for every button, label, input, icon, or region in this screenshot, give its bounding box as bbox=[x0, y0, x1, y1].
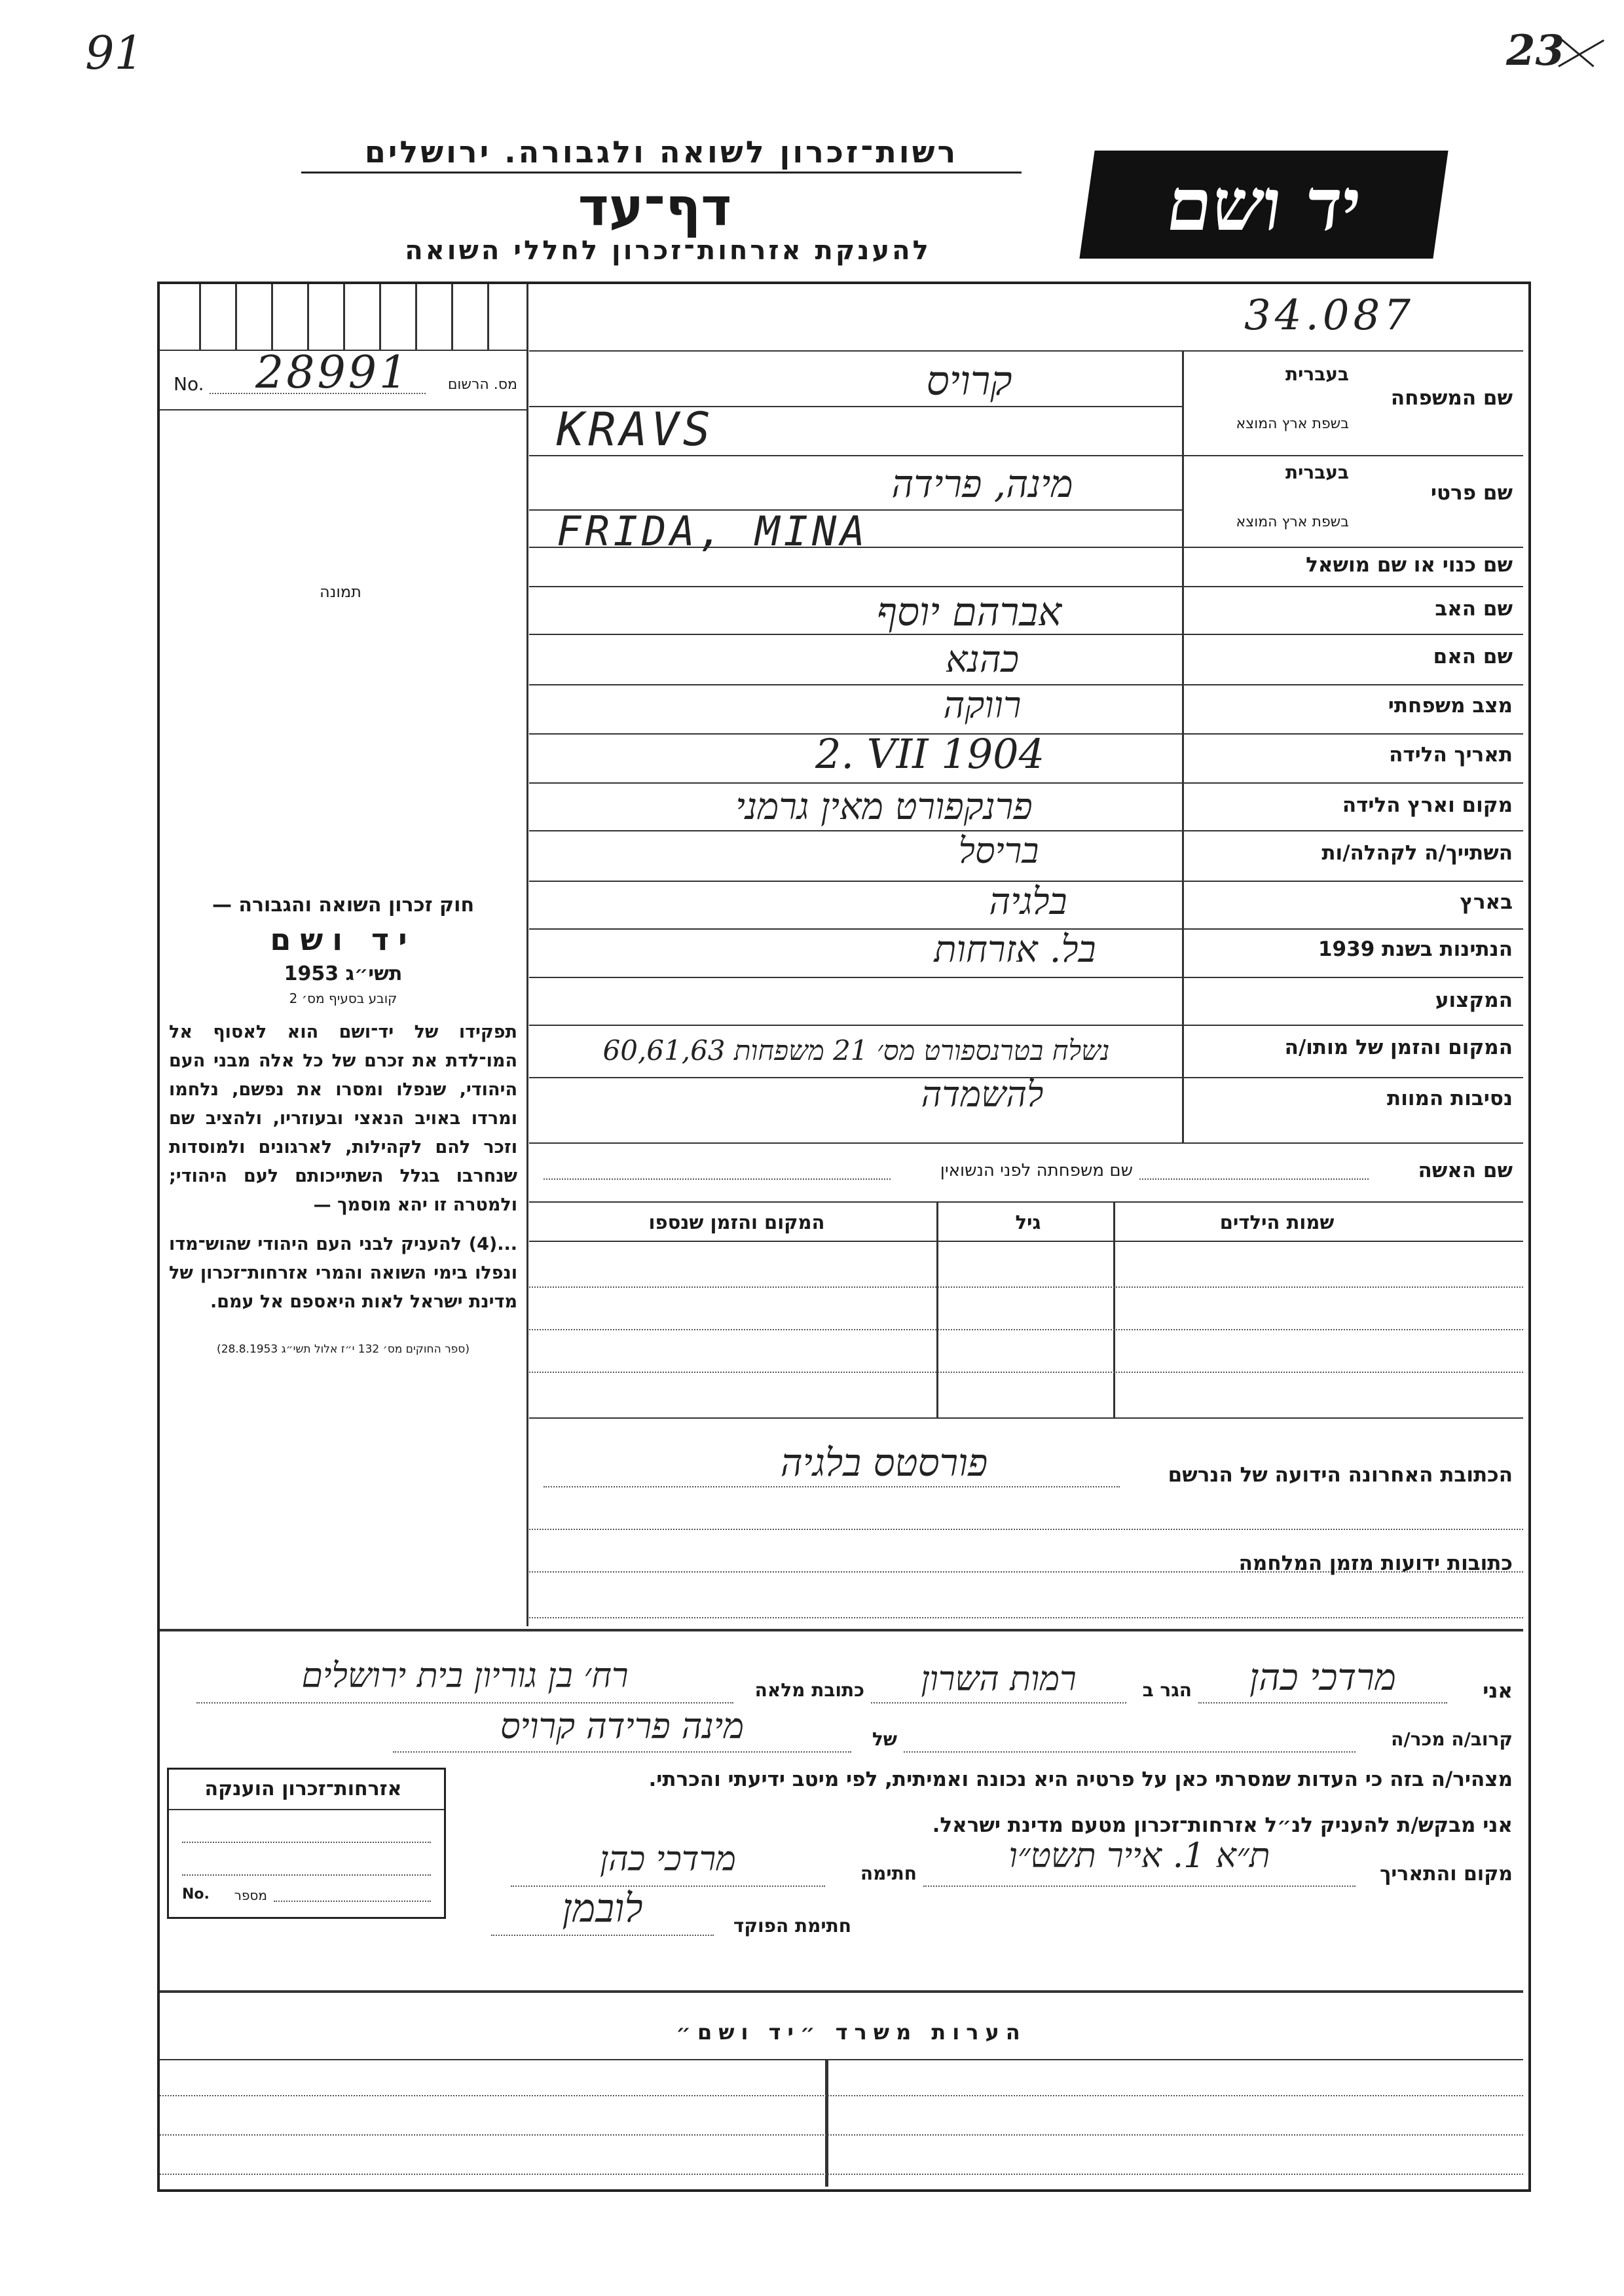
birth-place-value: פרנקפורט מאין גרמני bbox=[735, 786, 1033, 828]
yad-vashem-logo bbox=[1079, 151, 1448, 259]
photo-label: תמונה bbox=[320, 583, 361, 601]
officer-label: חתימת הפוקד bbox=[733, 1915, 851, 1937]
in-origin-label-1: בשפת ארץ המוצא bbox=[1236, 416, 1349, 432]
registration-label: מס. הרשום bbox=[447, 376, 517, 393]
place-date-value: ת״א 1. אייר תשט״ו bbox=[1008, 1836, 1270, 1876]
last-address-label: הכתובת האחרונה הידועה של הנרשם bbox=[1168, 1463, 1513, 1487]
marital-value: רווקה bbox=[943, 684, 1022, 727]
declarant-name: מרדכי כהן bbox=[1249, 1656, 1396, 1699]
declarant-address: רח׳ בן גוריון בית ירושלים bbox=[301, 1656, 629, 1696]
place-date-label: מקום והתאריך bbox=[1380, 1863, 1513, 1886]
law-name: יד ושם bbox=[270, 922, 416, 957]
death-place-label: המקום והזמן של מותו/ה bbox=[1284, 1036, 1513, 1059]
profession-label: המקצוע bbox=[1435, 989, 1513, 1012]
law-title: חוק זכרון השואה והגבורה — bbox=[212, 894, 475, 917]
declarant-i-label: אני bbox=[1483, 1679, 1513, 1703]
in-hebrew-label-2: בעברית bbox=[1285, 462, 1349, 483]
nationality-label: הנתינות בשנת 1939 bbox=[1318, 938, 1513, 961]
death-place-value: נשלח בטרנספורט מס׳ 21 משפחות 60,61,63 bbox=[602, 1034, 1110, 1066]
file-number: 34.087 bbox=[1244, 291, 1414, 340]
column-divider bbox=[526, 284, 528, 1626]
notes-divider bbox=[825, 2059, 828, 2187]
label-column-divider bbox=[1182, 350, 1184, 1142]
children-names-label: שמות הילדים bbox=[1219, 1211, 1335, 1233]
address-label: כתובת מלאה bbox=[754, 1679, 864, 1701]
registration-number: 28991 bbox=[255, 347, 411, 399]
community-label: השתייך/ה לקהלה/ות bbox=[1321, 841, 1513, 865]
nickname-label: שם כנוי או שם מושאל bbox=[1306, 553, 1513, 577]
law-source: (ספר החוקים מס׳ 132 י״ז אלול תשי״ג 28.8.1953) bbox=[217, 1343, 470, 1356]
children-col-2 bbox=[1113, 1201, 1115, 1417]
community-value: בריסל bbox=[958, 830, 1039, 871]
officer-signature: לובמן bbox=[562, 1886, 643, 1931]
certificate-no-label: No. bbox=[182, 1886, 210, 1903]
wartime-address-label: כתובות ידועות מזמן המלחמה bbox=[1238, 1552, 1513, 1575]
in-hebrew-label-1: בעברית bbox=[1285, 363, 1349, 385]
declaration-text: מצהיר/ה בזה כי העדות שמסרתי כאן על פרטיה היא נכונה ואמיתית, לפי מיטב ידיעתי והכרתי. bbox=[648, 1768, 1513, 1791]
father-label: שם האב bbox=[1435, 597, 1513, 621]
country-label: בארץ bbox=[1460, 890, 1513, 914]
maiden-name-label: שם משפחתה לפני הנשואין bbox=[940, 1161, 1133, 1180]
law-text: תפקידו של יד־ושם הוא לאסוף אל המו־לדת את זכרם של כל אלה מבני העם היהודי, שנפלו ומסרו את נפשם, נלחמו ומרדו באויב הנאצי ובעוזריו, ולהציב שם וזכר להם לקהילות, לארגונים ולמוסדות שנחרבו בגלל השתייכותם לעם היהודי; ולמטרה זו יהא מוסמך — bbox=[169, 1022, 517, 1215]
law-year: תשי״ג 1953 bbox=[284, 962, 403, 985]
mother-label: שם האם bbox=[1433, 645, 1513, 668]
signature-label: חתימה bbox=[860, 1863, 917, 1884]
relation-label: קרוב/ה מכר/ה bbox=[1391, 1728, 1513, 1750]
declarant-city: רמות השרון bbox=[921, 1660, 1077, 1699]
wife-label: שם האשה bbox=[1418, 1159, 1513, 1182]
margin-note-left: 91 bbox=[85, 26, 144, 80]
margin-note-right: 23 bbox=[1506, 26, 1565, 75]
office-notes-title: הערות משרד ״יד ושם״ bbox=[676, 2020, 1027, 2045]
relation-value: מינה פרידה קרויס bbox=[500, 1705, 745, 1747]
birth-date-value: 2. VII 1904 bbox=[815, 730, 1045, 778]
country-value: בלגיה bbox=[989, 881, 1067, 923]
logo-text: יד ושם bbox=[1161, 162, 1367, 247]
father-value: אברהם יוסף bbox=[876, 589, 1062, 635]
authority-underline bbox=[301, 172, 1022, 173]
surname-hebrew: קרויס bbox=[926, 357, 1012, 405]
in-origin-label-2: בשפת ארץ המוצא bbox=[1236, 514, 1349, 530]
certificate-title: אזרחות־זכרון הוענקה bbox=[204, 1777, 402, 1800]
surname-latin: KRAVS bbox=[557, 403, 714, 456]
certificate-number-label: מספר bbox=[234, 1887, 267, 1903]
mother-value: כהנא bbox=[946, 638, 1019, 681]
death-cause-label: נסיבות המוות bbox=[1387, 1087, 1513, 1110]
certificate-box bbox=[167, 1768, 446, 1919]
form-title: דף־עד bbox=[578, 177, 732, 238]
registration-no-label: No. bbox=[174, 373, 204, 395]
first-name-latin: FRIDA, MINA bbox=[557, 507, 869, 555]
birth-place-label: מקום וארץ הלידה bbox=[1342, 793, 1513, 817]
children-age-label: גיל bbox=[1015, 1211, 1041, 1233]
relation-of-label: של bbox=[872, 1728, 897, 1750]
signature-value: מרדכי כהן bbox=[600, 1840, 736, 1879]
death-cause-value: להשמדה bbox=[921, 1074, 1044, 1115]
first-name-label: שם פרטי bbox=[1430, 481, 1513, 505]
form-subtitle: להענקת אזרחות־זכרון לחללי השואה bbox=[405, 236, 931, 266]
nationality-value: בל. אזרחות bbox=[934, 928, 1096, 971]
registration-cells bbox=[160, 284, 526, 351]
request-text: אני מבקש/ת להעניק לנ״ל אזרחות־זכרון מטעם מדינת ישראל. bbox=[932, 1813, 1513, 1837]
law-text-2: ...(4) להעניק לבני העם היהודי שהוש־מדו ונפלו בימי השואה והמרי אזרחות־זכרון של מדינת ישראל לאות היאספם אל עמם. bbox=[169, 1234, 517, 1312]
birth-date-label: תאריך הלידה bbox=[1389, 743, 1513, 767]
first-name-hebrew: מינה, פרידה bbox=[891, 462, 1073, 506]
authority-title: רשות־זכרון לשואה ולגבורה. ירושלים bbox=[364, 134, 959, 170]
marital-label: מצב משפחתי bbox=[1388, 694, 1513, 718]
last-address-value: פורסטס בלגיה bbox=[780, 1440, 988, 1485]
law-box bbox=[169, 894, 517, 1356]
children-col-1 bbox=[936, 1201, 938, 1417]
law-clause: קובע בסעיף מס׳ 2 bbox=[289, 991, 397, 1006]
surname-label: שם המשפחה bbox=[1390, 386, 1513, 410]
resident-label: הגר ב bbox=[1142, 1679, 1192, 1701]
children-death-label: המקום והזמן שנספו bbox=[648, 1211, 825, 1233]
